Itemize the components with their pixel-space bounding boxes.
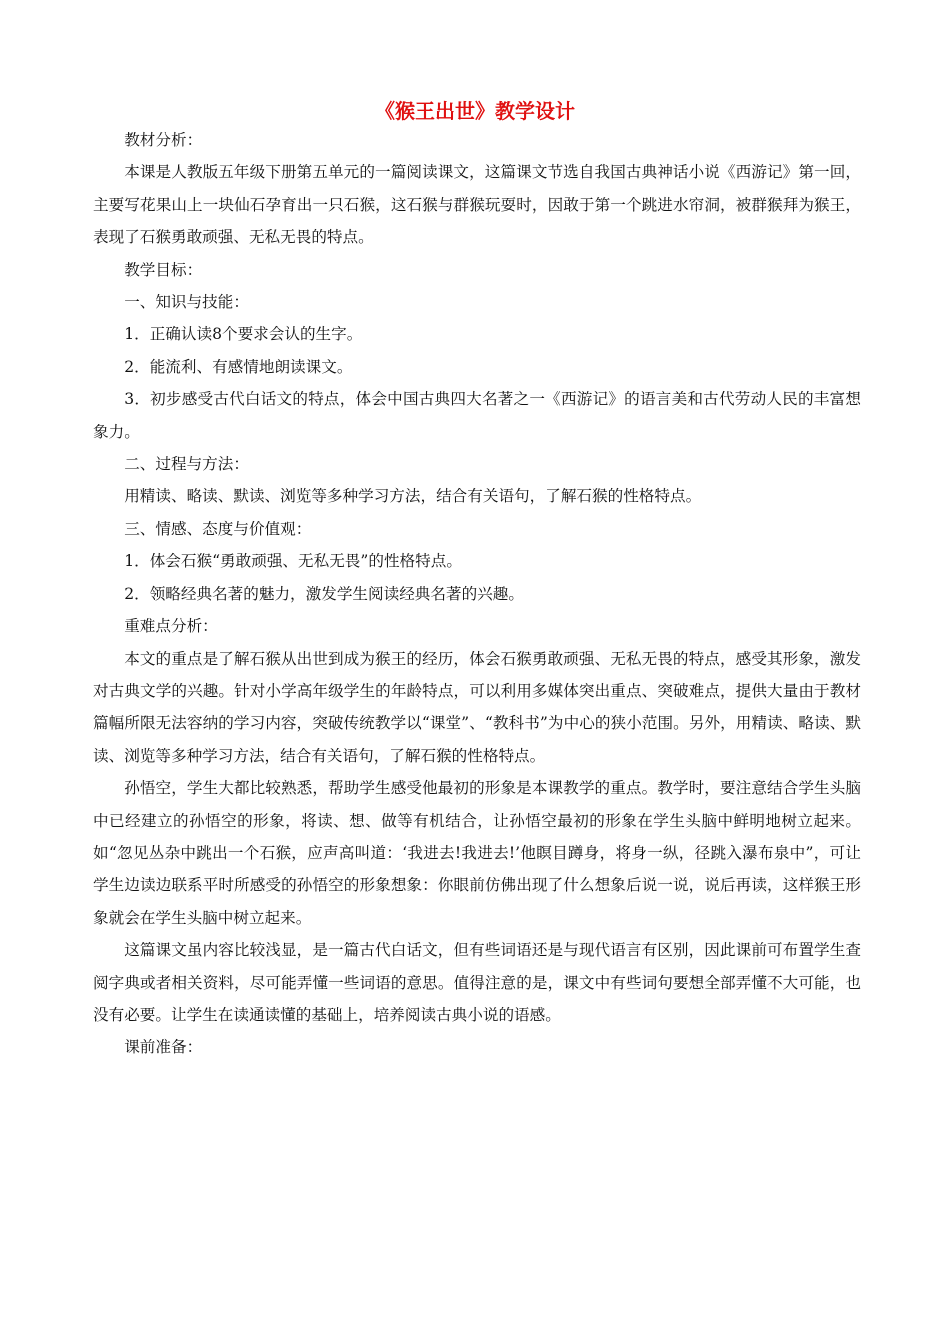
document-body	[93, 124, 861, 1064]
document-title: 《猴王出世》教学设计	[375, 99, 575, 123]
emotion-item-2: 2．领略经典名著的魅力，激发学生阅读经典名著的兴趣。	[124, 584, 524, 603]
section-heading-teaching-goals: 教学目标：	[124, 260, 203, 279]
paragraph-key-points: 本文的重点是了解石猴从出世到成为猴王的经历，体会石猴勇敢顽强、无私无畏的特点，感受其形象，激发对古典文学的兴趣。针对小学高年级学生的年龄特点，可以利用多媒体突出重点、突破难点，提供大量由于教材篇幅所限无法容纳的学习内容，突破传统教学以“课堂”、“教科书”为中心的狭小范围。另外，用精读、略读、默读、浏览等多种学习方法，结合有关语句，了解石猴的性格特点。	[93, 649, 861, 765]
paragraph-material-analysis: 本课是人教版五年级下册第五单元的一篇阅读课文，这篇课文节选自我国古典神话小说《西游记》第一回，主要写花果山上一块仙石孕育出一只石猴，这石猴与群猴玩耍时，因敢于第一个跳进水帘洞，被群猴拜为猴王，表现了石猴勇敢顽强、无私无畏的特点。	[93, 163, 861, 247]
goal-item-3: 3．初步感受古代白话文的特点，体会中国古典四大名著之一《西游记》的语言美和古代劳动人民的丰富想象力。	[93, 390, 861, 441]
subheading-process-methods: 二、过程与方法：	[124, 455, 249, 474]
goal-item-2: 2．能流利、有感情地朗读课文。	[124, 357, 353, 376]
section-heading-key-difficulties: 重难点分析：	[124, 617, 218, 636]
paragraph-sun-wukong: 孙悟空，学生大都比较熟悉，帮助学生感受他最初的形象是本课教学的重点。教学时，要注意结合学生头脑中已经建立的孙悟空的形象，将读、想、做等有机结合，让孙悟空最初的形象在学生头脑中鲜明地树立起来。如“忽见丛杂中跳出一个石猴，应声高叫道：‘我进去!我进去!’他瞑目蹲身，将身一纵，径跳入瀑布泉中”，可让学生边读边联系平时所感受的孙悟空的形象想象：你眼前仿佛出现了什么想象后说一说，说后再读，这样猴王形象就会在学生头脑中树立起来。	[93, 779, 861, 927]
paragraph-process-methods: 用精读、略读、默读、浏览等多种学习方法，结合有关语句，了解石猴的性格特点。	[124, 487, 702, 506]
section-heading-material-analysis: 教材分析：	[124, 131, 203, 149]
section-heading-preparation: 课前准备：	[124, 1038, 203, 1057]
paragraph-vocabulary: 这篇课文虽内容比较浅显，是一篇古代白话文，但有些词语还是与现代语言有区别，因此课前可布置学生查阅字典或者相关资料，尽可能弄懂一些词语的意思。值得注意的是，课文中有些词句要想全部弄懂不大可能，也没有必要。让学生在读通读懂的基础上，培养阅读古典小说的语感。	[93, 941, 861, 1024]
emotion-item-1: 1．体会石猴“勇敢顽强、无私无畏”的性格特点。	[124, 552, 462, 571]
goal-item-1: 1．正确认读8个要求会认的生字。	[124, 325, 363, 344]
subheading-emotion-values: 三、情感、态度与价值观：	[124, 519, 312, 538]
subheading-knowledge-skills: 一、知识与技能：	[124, 293, 249, 312]
